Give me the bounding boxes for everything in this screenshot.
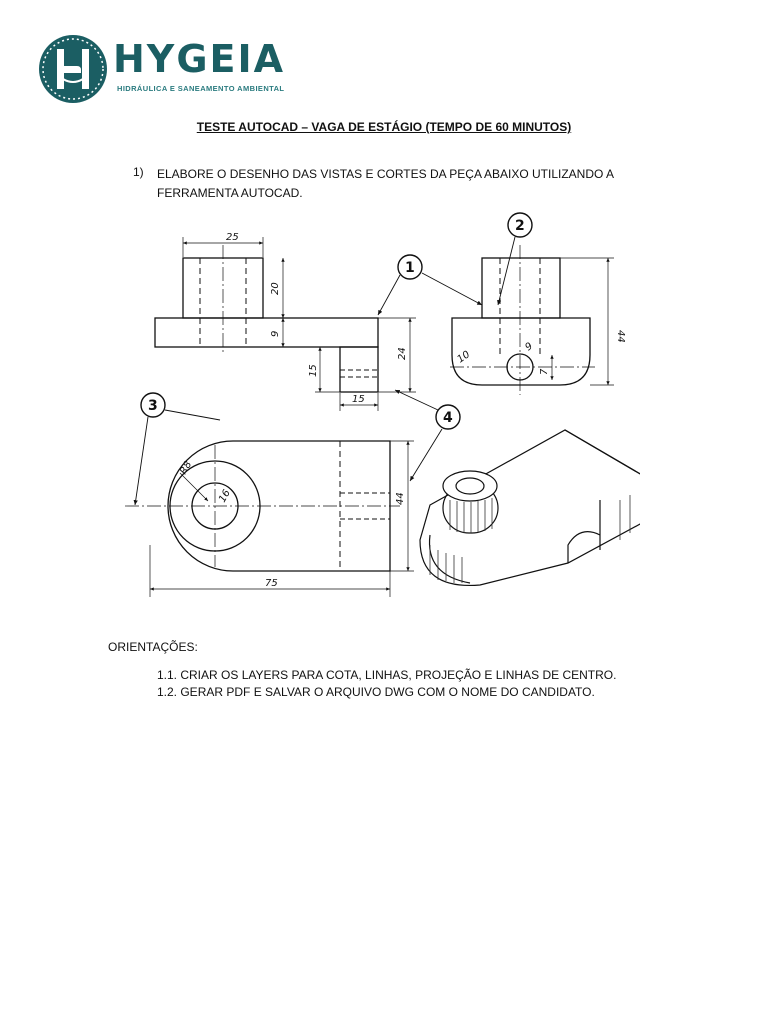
dim-9: 9 <box>270 330 281 337</box>
callout-3-label: 3 <box>148 398 158 414</box>
dim-r8: R8 <box>178 459 195 477</box>
dim-15-vertical: 15 <box>308 364 319 377</box>
dim-24: 24 <box>397 347 408 360</box>
dim-25: 25 <box>226 232 239 243</box>
top-view <box>125 441 400 571</box>
technical-drawing <box>120 205 640 605</box>
dim-15-horizontal: 15 <box>352 394 365 405</box>
dim-75: 75 <box>265 578 278 589</box>
hygeia-logo-icon <box>37 33 109 105</box>
document-title: TESTE AUTOCAD – VAGA DE ESTÁGIO (TEMPO DE 60 MINUTOS) <box>196 120 572 134</box>
dim-44-top: 44 <box>395 492 406 505</box>
dim-10: 10 <box>455 349 473 366</box>
orientation-item: 1.1. CRIAR OS LAYERS PARA COTA, LINHAS, PROJEÇÃO E LINHAS DE CENTRO. <box>157 668 617 682</box>
callout-4-label: 4 <box>443 410 453 426</box>
dim-44-side: 44 <box>615 330 626 343</box>
front-view <box>155 245 378 392</box>
dim-7: 7 <box>539 368 550 375</box>
orientation-item: 1.2. GERAR PDF E SALVAR O ARQUIVO DWG COM O NOME DO CANDIDATO. <box>157 685 595 699</box>
callout-2-label: 2 <box>515 218 525 234</box>
orientations-heading: ORIENTAÇÕES: <box>108 640 198 654</box>
logo-tagline: HIDRÁULICA E SANEAMENTO AMBIENTAL <box>117 84 285 93</box>
question-number: 1) <box>133 165 144 179</box>
logo-wordmark: HYGEIA <box>113 37 286 81</box>
orientations-list <box>157 667 616 701</box>
dim-9-side: 9 <box>523 340 535 354</box>
dim-16: 16 <box>217 487 233 505</box>
question-text: ELABORE O DESENHO DAS VISTAS E CORTES DA PEÇA ABAIXO UTILIZANDO A FERRAMENTA AUTOCAD. <box>157 167 614 200</box>
callout-1-label: 1 <box>405 260 415 276</box>
dim-20: 20 <box>270 282 281 295</box>
isometric-view <box>420 430 640 585</box>
side-view <box>450 245 595 395</box>
